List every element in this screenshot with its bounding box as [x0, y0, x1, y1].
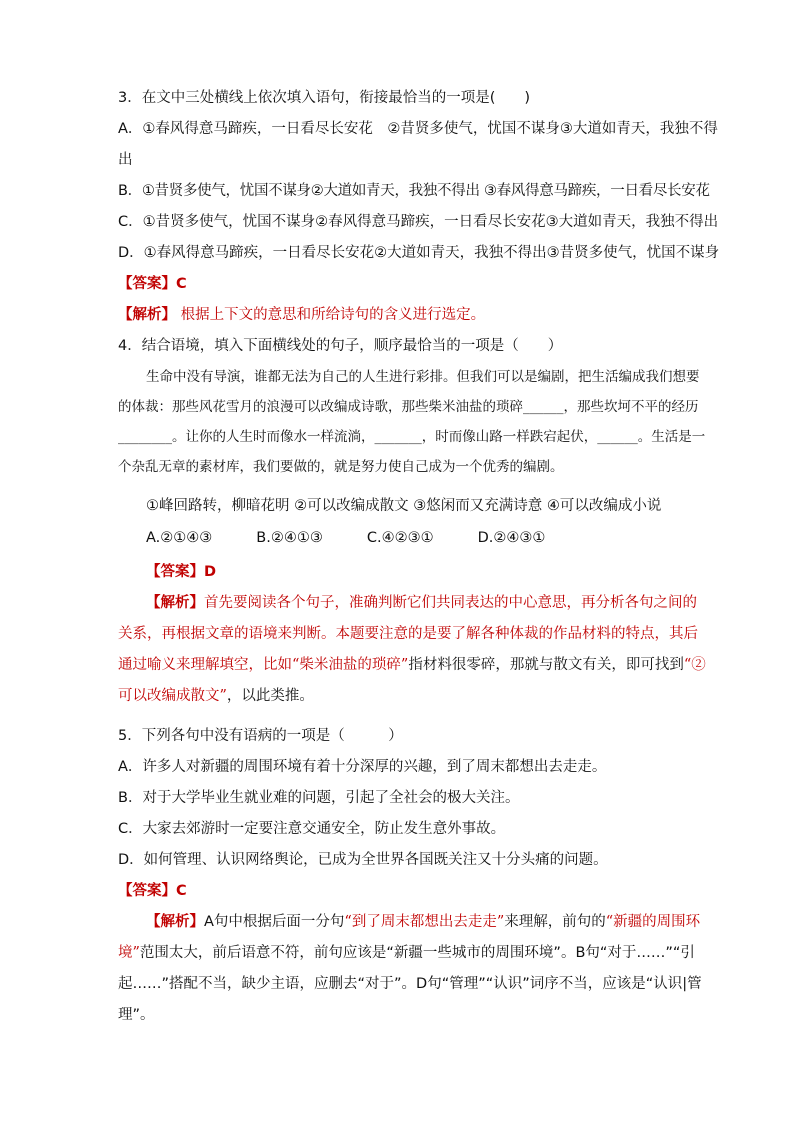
analysis-text: 来理解，前句的 [504, 914, 606, 930]
answer-tag: 【答案】 [118, 883, 176, 899]
analysis-text: 首先要阅读各个句子，准确判断它们共同表达的中心意思，再分析各句之间的关系，再根据文章的语境来判断。本题要注意的是要了解各种体裁的作品材料的特点，其后通过喻义来理解填空，比如 [118, 594, 698, 673]
q4-stem: 4．结合语境，填入下面横线处的句子，顺序最恰当的一项是（ ） [118, 338, 563, 354]
q5-option-c: C．大家去郊游时一定要注意交通安全，防止发生意外事故。 [118, 821, 506, 837]
q4-choices [118, 528, 708, 548]
q4-items: ①峰回路转，柳暗花明 ②可以改编成散文 ③悠闲而又充满诗意 ④可以改编成小说 [146, 497, 662, 514]
analysis-tag: 【解析】 [146, 914, 204, 930]
analysis-quote: “柴米油盐的琐碎” [292, 656, 409, 673]
q5-option-a: A．许多人对新疆的周围环境有着十分深厚的兴趣，到了周末都想出去走走。 [118, 759, 607, 775]
analysis-text: 指材料很零碎，那就与散文有关，即可找到 [408, 656, 684, 673]
analysis-quote: “新疆的周围环境” [118, 914, 701, 961]
analysis-quote: “到了周末都想出去走走” [344, 914, 505, 930]
analysis-tag: 【解析】 [118, 307, 176, 323]
analysis-text: A句中根据后面一分句 [204, 914, 345, 930]
q3-option-c: C．①昔贤多使气，忧国不谋身②春风得意马蹄疾，一日看尽长安花③大道如青天，我独不得出 [118, 214, 719, 230]
q4-choice-c: C.④②③① [366, 529, 434, 546]
answer-value: C [176, 276, 187, 292]
q3-option-b: B．①昔贤多使气，忧国不谋身②大道如青天，我独不得出 ③春风得意马蹄疾，一日看尽长安花 [118, 183, 710, 199]
q3-stem: 3．在文中三处横线上依次填入语句，衔接最恰当的一项是( ) [118, 90, 531, 106]
q3-option-a-cont: 出 [118, 152, 133, 168]
analysis-text: ，以此类推。 [226, 687, 314, 704]
document-page [118, 88, 720, 1046]
q5-stem: 5．下列各句中没有语病的一项是（ ） [118, 728, 403, 744]
q4-answer [118, 562, 708, 582]
answer-value: C [176, 883, 187, 899]
q5-option-d: D．如何管理、认识网络舆论，已成为全世界各国既关注又十分头痛的问题。 [118, 852, 608, 868]
analysis-tag: 【解析】 [146, 594, 204, 611]
q3-option-a: A．①春风得意马蹄疾，一日看尽长安花 ②昔贤多使气，忧国不谋身③大道如青天，我独不得 [118, 121, 718, 137]
q5-answer [118, 881, 708, 901]
analysis-text: 范围太大，前后语意不符，前句应该是“新疆一些城市的周围环境”。B句“对于……”“引起……”搭配不当，缺少主语，应删去“对于”。D句“管理”“认识”词序不当，应该是“认识|管理”。 [118, 945, 702, 1023]
q4-passage: 生命中没有导演，谁都无法为自己的人生进行彩排。但我们可以是编剧，把生活编成我们想要的体裁：那些风花雪月的浪漫可以改编成诗歌，那些柴米油盐的琐碎______，那些坎坷不平的经历________。让你的人生时而像水一样流淌，_______，时而像山路一样跌宕起伏，______。生活是一个杂乱无章的素材库，我们要做的，就是努力使自己成为一个优秀的编剧。 [118, 369, 706, 475]
q4-choice-b: B.②④①③ [256, 529, 323, 546]
q4-choice-a: A.②①④③ [146, 529, 213, 546]
q3-option-d: D．①春风得意马蹄疾，一日看尽长安花②大道如青天，我独不得出③昔贤多使气，忧国不谋身 [118, 245, 720, 261]
answer-tag: 【答案】 [146, 563, 204, 580]
q4-analysis [118, 588, 708, 712]
answer-value: D [204, 563, 217, 580]
q3-analysis [118, 305, 708, 325]
q4-choice-d: D.②④③① [477, 529, 546, 546]
q5-analysis [118, 907, 708, 1031]
q5-option-b: B．对于大学毕业生就业难的问题，引起了全社会的极大关注。 [118, 790, 520, 806]
q3-answer [118, 274, 708, 294]
analysis-quote: “②可以改编成散文” [118, 656, 706, 704]
analysis-text: 根据上下文的意思和所给诗句的含义进行选定。 [180, 307, 486, 323]
answer-tag: 【答案】 [118, 276, 176, 292]
